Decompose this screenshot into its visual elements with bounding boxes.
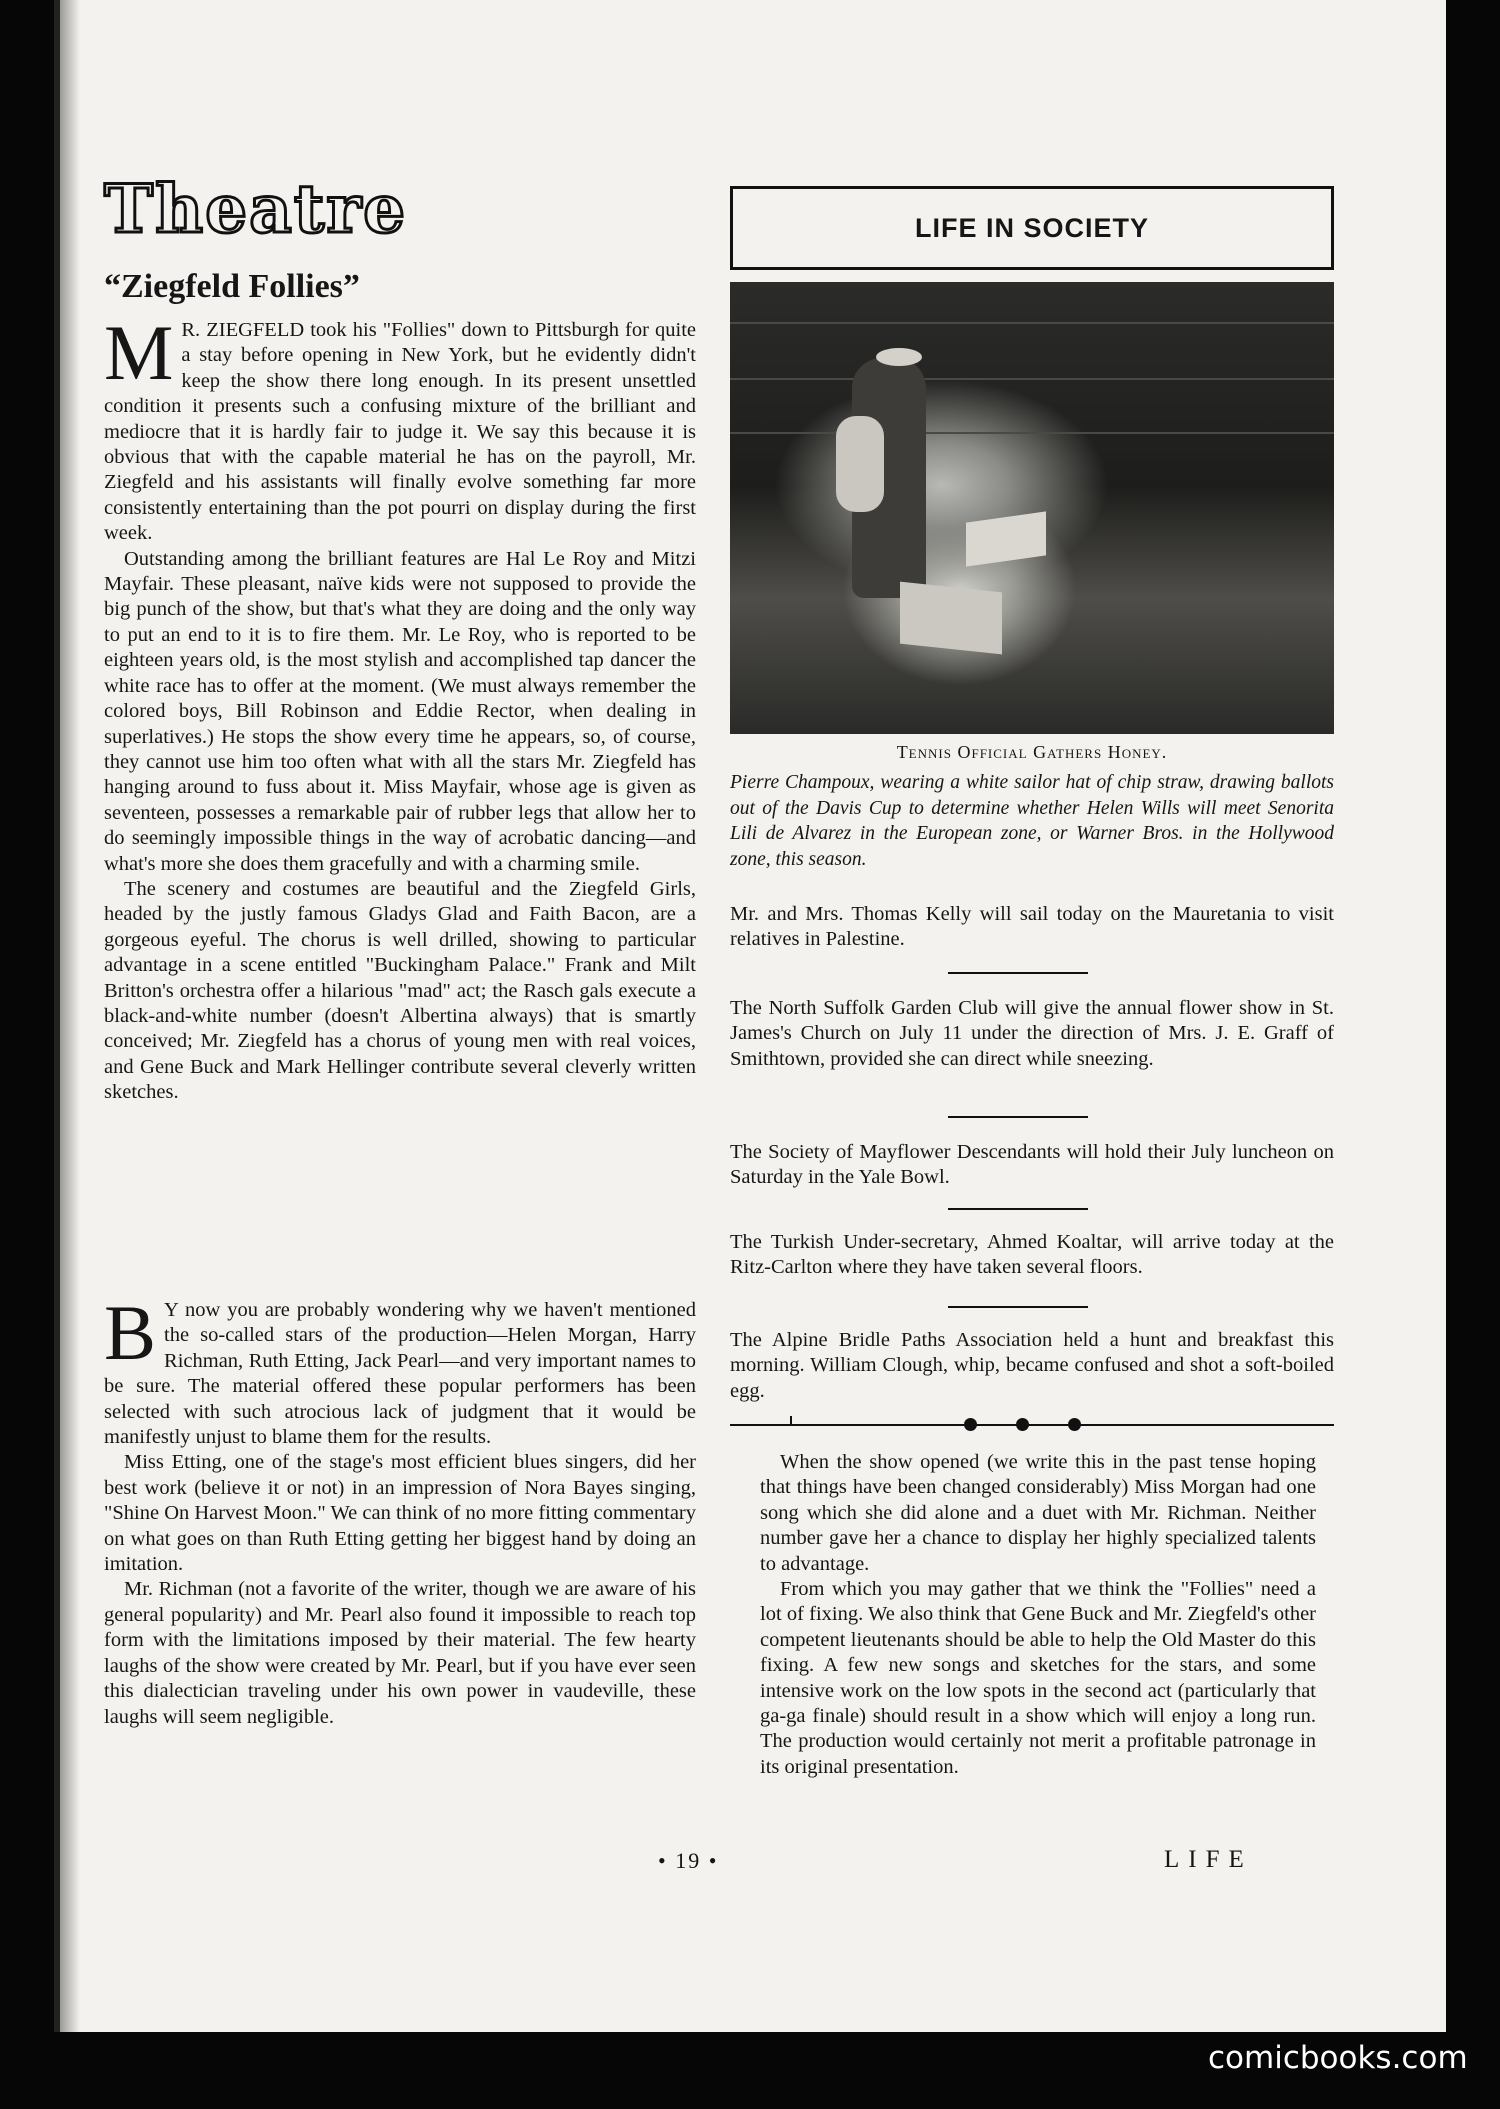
divider-rule	[948, 972, 1088, 974]
society-heading-box	[730, 186, 1334, 270]
society-item: The Society of Mayflower Descendants will hold their July luncheon on Saturday in the Yale Bowl.	[730, 1141, 1334, 1189]
article-body-part-2	[104, 1289, 697, 1730]
paragraph: The scenery and costumes are beautiful and the Ziegfeld Girls, headed by the justly famous Gladys Glad and Faith Bacon, are a gorgeous eyeful. The chorus is well drilled, showing to particular advantage in a scene entitled "Buckingham Palace." Frank and Milt Britton's orchestra offer a hilarious "mad" act; the Rasch gals execute a black-and-white number (doesn't Albertina always) that is smartly conceived; Mr. Ziegfeld has a chorus of young men with real voices, and Gene Buck and Mark Hellinger contribute several cleverly written sketches.	[104, 877, 696, 1104]
sailor-hat	[876, 348, 922, 366]
page-number: • 19 •	[658, 1848, 719, 1873]
photo-caption-heading: Tennis Official Gathers Honey.	[896, 742, 1168, 762]
article-title: “Ziegfeld Follies”	[104, 268, 360, 305]
divider-rule	[948, 1306, 1088, 1308]
divider-rule	[948, 1208, 1088, 1210]
paragraph: B Y now you are probably wondering why we haven't mentioned the so-called stars of the production—Helen Morgan, Harry Richman, Ruth Etting, Jack Pearl—and very important names to be sure. The material offered these popular performers has been selected with such atrocious lack of judgment that it would be manifestly unjust to blame them for the results.	[104, 1289, 696, 1449]
section-masthead: Theatre	[104, 170, 408, 248]
society-item: The Alpine Bridle Paths Association held a hunt and breakfast this morning. William Clough, whip, became confused and shot a soft-boiled egg.	[730, 1329, 1334, 1402]
magazine-page	[54, 0, 1446, 2032]
paragraph: From which you may gather that we think the "Follies" need a lot of fixing. We also think that Gene Buck and Mr. Ziegfeld's other competent lieutenants should be able to help the Old Master do this fixing. A few new songs and sketches for the stars, and some intensive work on the low spots in the second act (particularly that ga-ga finale) should result in a show which will enjoy a long run. The production would certainly not merit a profitable patronage in its original presentation.	[760, 1578, 1316, 1778]
divider-rule	[948, 1116, 1088, 1118]
drop-cap: M	[104, 309, 174, 396]
drop-cap: B	[104, 1289, 157, 1376]
article-body-part-1	[104, 309, 696, 1106]
article-continuation	[760, 1450, 1316, 1780]
paragraph: Mr. Richman (not a favorite of the writer, though we are aware of his general popularity) and Mr. Pearl also found it impossible to reach top form with the limitations imposed by their material. The few hearty laughs of the show were created by Mr. Pearl, but if you have ever seen this dialectician traveling under his own power in vaudeville, these laughs will seem negligible.	[104, 1578, 696, 1728]
society-item: Mr. and Mrs. Thomas Kelly will sail today on the Mauretania to visit relatives in Palestine.	[730, 903, 1334, 951]
watermark: comicbooks.com	[1208, 2040, 1468, 2076]
paragraph: Miss Etting, one of the stage's most efficient blues singers, did her best work (believe it or not) in an impression of Nora Bayes singing, "Shine On Harvest Moon." We can think of no more fitting commentary on what goes on than Ruth Etting getting her biggest hand by doing an imitation.	[104, 1451, 697, 1576]
ornamental-divider	[730, 1424, 1334, 1426]
society-item: The North Suffolk Garden Club will give the annual flower show in St. James's Church on July 11 under the direction of Mrs. J. E. Graff of Smithtown, provided she can direct while sneezing.	[730, 997, 1334, 1070]
paragraph: Outstanding among the brilliant features are Hal Le Roy and Mitzi Mayfair. These pleasant, naïve kids were not supposed to provide the big punch of the show, but that's what they are doing and the only way to put an end to it is to fire them. Mr. Le Roy, who is reported to be eighteen years old, is the most stylish and accomplished tap dancer the white race has to offer at the moment. (We must always remember the colored boys, Bill Robinson and Eddie Rector, when dealing in superlatives.) He stops the show every time he appears, so, of course, they cannot use him too often what with all the stars Mr. Ziegfeld has hanging around to fuss about it. Miss Mayfair, whose age is given as seventeen, possesses a remarkable pair of rubber legs that allow her to do seemingly impossible things in the way of acrobatic dancing—and what's more she does them gracefully and with a charming smile.	[104, 547, 696, 875]
society-item: The Turkish Under-secretary, Ahmed Koaltar, will arrive today at the Ritz-Carlton where they have taken several floors.	[730, 1231, 1334, 1279]
society-heading: LIFE IN SOCIETY	[914, 212, 1150, 243]
crate	[900, 582, 1002, 655]
crate	[966, 511, 1046, 566]
gutter-shadow	[60, 0, 80, 2032]
running-head: LIFE	[1164, 1846, 1253, 1873]
tennis-official-photo	[730, 282, 1334, 734]
paragraph: M R. ZIEGFELD took his "Follies" down to Pittsburgh for quite a stay before opening in New York, but he evidently didn't keep the show there long enough. In its present unsettled condition it presents such a confusing mixture of the brilliant and mediocre that it is hardly fair to judge it. We say this because it is obvious that with the capable material he has on the payroll, Mr. Ziegfeld and his assistants will finally evolve something far more consistently entertaining than the pot pourri on display during the first week.	[104, 309, 696, 545]
photo-caption: Pierre Champoux, wearing a white sailor hat of chip straw, drawing ballots out of the Davis Cup to determine whether Helen Wills will meet Senorita Lili de Alvarez in the European zone, or Warner Bros. in the Hollywood zone, this season.	[730, 772, 1334, 870]
paragraph: When the show opened (we write this in the past tense hoping that things have been changed considerably) Miss Morgan had one song which she did alone and a duet with Mr. Richman. Neither number gave her a chance to display her highly specialized talents to advantage.	[760, 1451, 1316, 1575]
